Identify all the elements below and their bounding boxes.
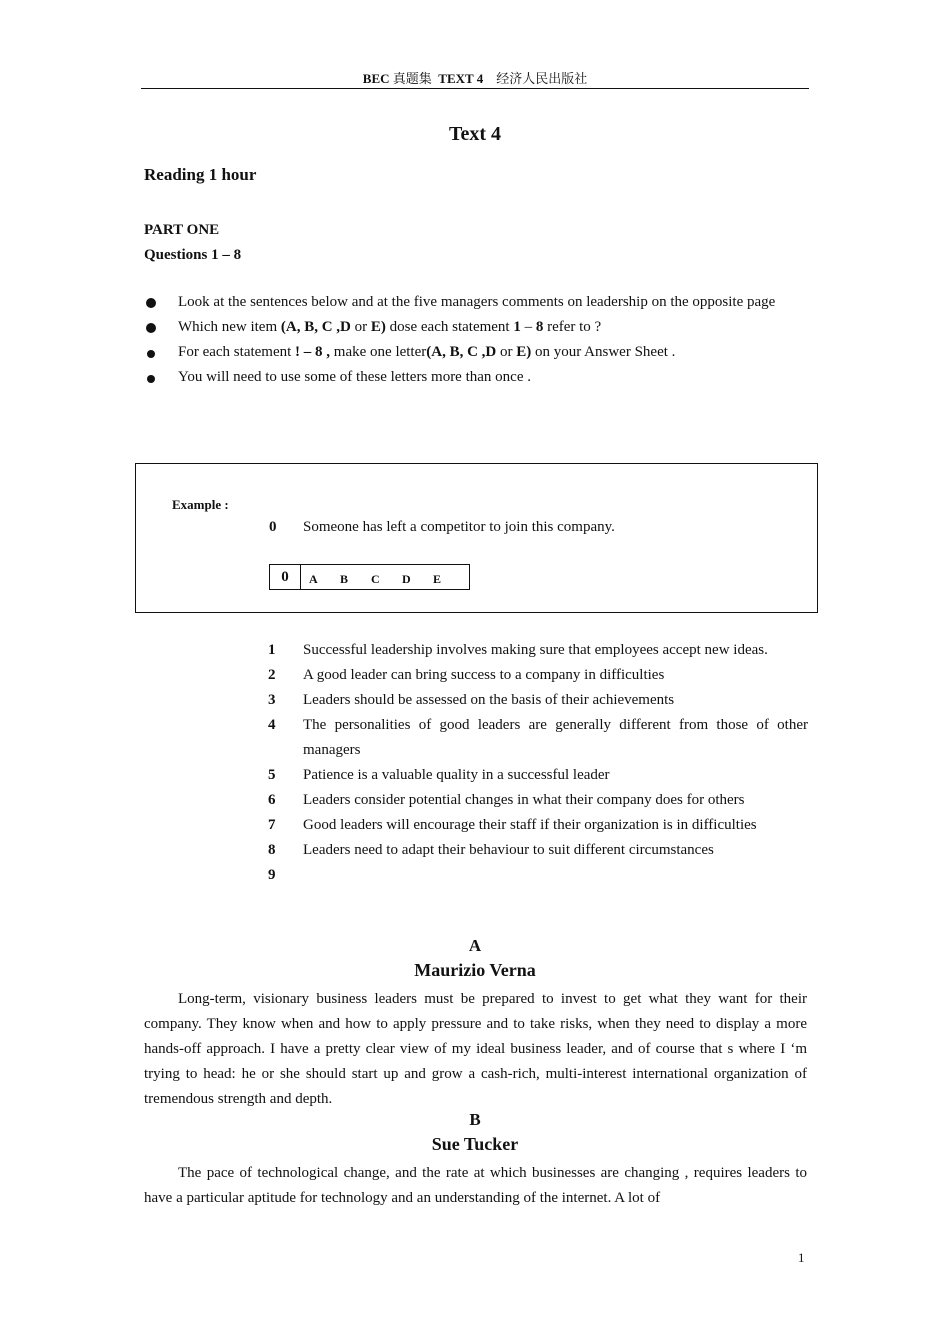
question-item — [268, 863, 808, 888]
bullet-icon — [147, 375, 155, 383]
section-a-text: Long-term, visionary business leaders must be prepared to invest to get what they want for their company. They know when and how to apply pressure and to take risks, when they need to display a more hands-off approach. I have a pretty clear view of my ideal business leader, and of course that s where I ‘m trying to head: he or she should start up and grow a cash-rich, multi-interest international organization of tremendous strength and depth. — [144, 991, 807, 1107]
section-b-letter: B — [469, 1110, 481, 1129]
header-publisher: 经济人民出版社 — [496, 71, 588, 86]
instruction-item: Which new item (A, B, C ,D or E) dose each statement 1 – 8 refer to ? — [144, 315, 808, 340]
reading-duration: Reading 1 hour — [144, 165, 257, 184]
bullet-icon — [147, 350, 155, 358]
header-collection: 真题集 — [392, 71, 432, 86]
question-number: 8 — [268, 842, 276, 858]
question-item — [268, 838, 808, 863]
example-answer-grid — [269, 564, 470, 590]
question-text: Good leaders will encourage their staff if their organization is in difficulties — [303, 817, 757, 833]
header-text4: TEXT 4 — [438, 71, 484, 86]
question-number: 9 — [268, 867, 276, 883]
question-number: 4 — [268, 717, 276, 733]
instruction-item: For each statement ! – 8 , make one letter(A, B, C ,D or E) on your Answer Sheet . — [144, 340, 808, 365]
running-header — [141, 70, 809, 88]
bullet-icon — [146, 298, 156, 308]
question-text: Leaders consider potential changes in what their company does for others — [303, 792, 745, 808]
header-bec: BEC — [362, 71, 390, 86]
part-label: PART ONE — [144, 222, 220, 238]
example-number: 0 — [269, 519, 277, 535]
question-text: Successful leadership involves making sure that employees accept new ideas. — [303, 642, 768, 658]
question-number: 7 — [268, 817, 276, 833]
section-a-letter: A — [468, 936, 482, 955]
instruction-item: You will need to use some of these letters more than once . — [144, 365, 808, 390]
page-title: Text 4 — [448, 123, 502, 145]
answer-grid-letters — [301, 565, 469, 589]
example-label: Example : — [172, 497, 229, 512]
question-item — [268, 688, 808, 713]
question-item — [268, 713, 808, 763]
part-heading — [144, 218, 241, 268]
question-number: 2 — [268, 667, 276, 683]
header-divider — [141, 88, 809, 89]
answer-grid-number: 0 — [270, 565, 301, 589]
question-number: 1 — [268, 642, 276, 658]
question-number: 5 — [268, 767, 276, 783]
bullet-icon — [146, 323, 156, 333]
question-number: 6 — [268, 792, 276, 808]
example-statement: Someone has left a competitor to join this company. — [303, 519, 615, 535]
question-text — [303, 863, 808, 888]
question-text: Patience is a valuable quality in a successful leader — [303, 767, 610, 783]
answer-letter: E — [433, 572, 442, 586]
question-list — [268, 638, 808, 888]
section-a-name: Maurizio Verna — [414, 960, 536, 980]
section-b-text: The pace of technological change, and the rate at which businesses are changing , requires leaders to have a particular aptitude for technology and an understanding of the internet. A lot of — [144, 1165, 807, 1206]
question-item — [268, 663, 808, 688]
instructions-list — [144, 290, 808, 390]
question-item — [268, 813, 808, 838]
page-number: 1 — [798, 1250, 805, 1265]
question-text: Leaders need to adapt their behaviour to suit different circumstances — [303, 842, 714, 858]
question-item — [268, 638, 808, 663]
question-text: Leaders should be assessed on the basis of their achievements — [303, 692, 675, 708]
question-text: A good leader can bring success to a company in difficulties — [303, 667, 665, 683]
answer-letter: B — [340, 572, 349, 586]
question-item — [268, 763, 808, 788]
question-item — [268, 788, 808, 813]
answer-letter: D — [402, 572, 411, 586]
example-box — [135, 463, 818, 613]
question-text: The personalities of good leaders are generally different from those of other managers — [303, 717, 808, 758]
section-b-name: Sue Tucker — [431, 1134, 519, 1154]
answer-letter: C — [371, 572, 380, 586]
question-number: 3 — [268, 692, 276, 708]
instruction-item: Look at the sentences below and at the five managers comments on leadership on the opposite page — [144, 290, 808, 315]
questions-range: Questions 1 – 8 — [144, 247, 242, 263]
answer-letter: A — [309, 572, 318, 586]
